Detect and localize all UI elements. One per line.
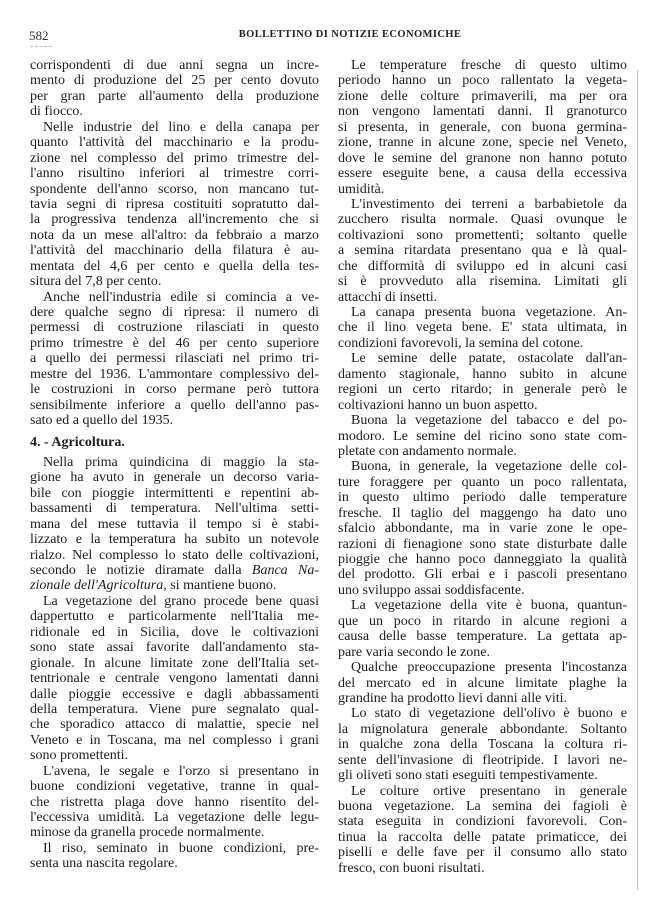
paragraph [30, 290, 319, 429]
text-line: in questo ultimo periodo dalle temperature [338, 490, 627, 506]
text-line: Le temperature fresche di questo ultimo [351, 58, 627, 73]
text-line: zucchero risulta normale. Quasi ovunque le [338, 212, 627, 228]
text-line: pletate con andamento normale. [338, 443, 517, 459]
text-line: Le semine delle patate, ostacolate dall'an- [351, 351, 627, 367]
text-line: Anche nell'industria edile si comincia a ve- [43, 289, 319, 305]
text-line: Nella prima quindicina di maggio la sta- [43, 454, 319, 470]
text-line: l'anno risultino inferiori al trimestre corri- [30, 166, 319, 182]
text-line: La vegetazione della vite è buona, quantun- [351, 598, 627, 614]
text-line: causa delle basse temperature. La gettata ap- [338, 629, 627, 645]
paragraph [338, 58, 627, 197]
text-line: spondente dell'anno scorso, non mancano tut- [30, 181, 319, 197]
text-line: minose da granella procede normalmente. [30, 825, 265, 841]
text-line: uno sviluppo assai soddisfacente. [338, 582, 525, 598]
text-line: sono state assai favorite dall'andamento sta- [30, 640, 319, 656]
text-line: stata eseguita in condizioni favorevoli. Con- [338, 814, 627, 830]
paragraph [338, 197, 627, 305]
text-line: attacchi di insetti. [338, 289, 438, 305]
text-line: del prodotto. Gli erbai e i pascoli presentano [338, 567, 627, 583]
text-line: essere eseguite bene, a causa della eccessiva [338, 166, 627, 182]
text-line: bile con pioggie intermittenti e repentini ab- [30, 485, 319, 501]
text-line: quanto l'attività del macchinario e la produ- [30, 135, 319, 151]
text-line: coltivazioni hanno un buon aspetto. [338, 397, 538, 413]
text-line: La canapa presenta buona vegetazione. An- [351, 305, 627, 320]
text-segment: secondo le notizie diramate dalla [30, 563, 252, 579]
text-line: l'eccessiva umidità. La vegetazione delle legu- [30, 810, 319, 826]
text-line: Buona la vegetazione del tabacco e del po- [351, 413, 627, 429]
text-line: Qualche preoccupazione presenta l'incostanza [351, 660, 627, 676]
text-line: dere qualche segno di ripresa: il numero di [30, 305, 319, 320]
text-line: ture foraggere per quanto un poco rallentata, [338, 474, 627, 490]
text-line: sono promettenti. [30, 748, 128, 764]
text-line: gli oliveti sono stati eseguiti tempestivamente. [338, 768, 598, 784]
text-line: L'avena, le segale e l'orzo si presentano in [43, 763, 319, 779]
text-line: zione delle colture primaverili, ma per ora [338, 88, 627, 104]
text-line: sente dell'invasione di fleotripide. I lavori ne- [338, 752, 627, 768]
paragraph [338, 351, 627, 413]
text-line: buona vegetazione. La semina dei fagioli è [338, 799, 627, 814]
text-line: si presenta, in generale, con buona germina- [338, 119, 627, 135]
paragraph [338, 413, 627, 459]
page-number-rule [30, 46, 52, 47]
text-line: razioni di fienagione sono state disturbate dalle [338, 536, 627, 552]
text-line: di fiocco. [30, 104, 83, 120]
text-line: gionale. In alcune limitate zone dell'Italia set- [30, 655, 319, 671]
paragraph [30, 58, 319, 120]
text-line: sfalcio abbondante, ma in varie zone le ope- [338, 521, 627, 537]
running-title: BOLLETTINO DI NOTIZIE ECONOMICHE [238, 29, 462, 40]
paragraph [30, 841, 319, 872]
text-line: l'attività del macchinario della filatura è au- [30, 243, 319, 259]
text-line: Buona, in generale, la vegetazione delle col- [351, 459, 627, 475]
text-line: umidità. [338, 181, 385, 197]
text-line: tentrionale e centrale vengono lamentati danni [30, 671, 319, 687]
paragraph [30, 455, 319, 594]
text-line: Le colture ortive presentano in generale [351, 783, 627, 799]
text-line: pioggie che hanno poco danneggiato la qualità [338, 552, 627, 567]
text-line: sensibilmente inferiore a quello dell'anno pas- [30, 397, 319, 413]
text-line: a semina ritardata presentano qua e là qual- [338, 243, 627, 259]
italic-text: Banca Na- [251, 563, 319, 579]
text-line: piselli e delle fave per il consumo allo stato [338, 845, 627, 861]
text-line: damento stagionale, hanno subito in alcune [338, 366, 627, 382]
text-line: tavia segni di ripresa costituiti sopratutto dal- [30, 196, 319, 212]
text-line [30, 578, 319, 593]
text-line: del mercato ed in alcune limitate plaghe la [338, 675, 627, 691]
scan-edge-line [637, 70, 638, 890]
paragraph [30, 594, 319, 764]
text-line: zione nel complesso del primo trimestre del- [30, 150, 319, 166]
text-line: che ristretta plaga dove hanno risentito del- [30, 794, 319, 810]
text-line: permessi di costruzione rilasciati in questo [30, 320, 319, 336]
paragraph [338, 305, 627, 351]
text-line: a quello dei permessi rilasciati nel primo tri- [30, 351, 319, 367]
paragraph [338, 598, 627, 660]
italic-text: zionale dell'Agricoltura [30, 578, 164, 594]
text-line: modoro. Le semine del ricino sono state com- [338, 428, 627, 444]
text-line: rialzo. Nel complesso lo stato delle coltivazioni, [30, 547, 319, 563]
text-line [30, 563, 319, 578]
text-line: tinua la raccolta delle patate primaticce, dei [338, 829, 627, 845]
text-line: fresche. Il taglio del maggengo ha dato uno [338, 505, 627, 521]
text-line: bassamenti di temperatura. Nell'ultima setti- [30, 501, 319, 517]
text-line: che il lino vegeta bene. E' stata ultimata, in [338, 320, 627, 336]
text-line: per gran parte all'aumento della produzione [30, 88, 319, 104]
text-line: la mignolatura generale abbondante. Soltanto [338, 721, 627, 737]
text-line: in qualche zona della Toscana la coltura ri- [338, 737, 627, 753]
text-line: pare varia secondo le zone. [338, 644, 490, 660]
text-line: Lo stato di vegetazione dell'olivo è buono e [351, 706, 627, 722]
paragraph [338, 784, 627, 877]
text-line: che difformità di sviluppo ed in alcuni casi [338, 258, 627, 274]
text-line: Veneto e in Toscana, ma nel complesso i grani [30, 732, 319, 748]
paragraph [338, 459, 627, 598]
text-line: Nelle industrie del lino e della canapa per [43, 119, 319, 135]
text-line: La vegetazione del grano procede bene quasi [43, 593, 319, 609]
text-line: fresco, con buoni risultati. [338, 860, 485, 876]
text-line: dappertutto e particolarmente nell'Italia me- [30, 609, 319, 625]
text-line: le costruzioni in corso permane però tuttora [30, 382, 319, 398]
paragraph [30, 764, 319, 841]
text-segment: , si mantiene buono. [163, 578, 277, 594]
text-line: la progressiva tendenza all'incremento che si [30, 212, 319, 228]
text-line: si è provveduto alla risemina. Limitati gli [338, 274, 627, 290]
text-line: della temperatura. Viene pure segnalato qual- [30, 701, 319, 717]
right-column [338, 58, 627, 876]
text-line: lizzato e la temperatura ha subito un notevole [30, 532, 319, 548]
paragraph [338, 660, 627, 706]
text-line: que un poco in ritardo in alcune regioni a [338, 613, 627, 629]
section-heading: 4. - Agricoltura. [30, 434, 125, 450]
paragraph [338, 706, 627, 783]
text-line: mentata del 4,6 per cento e quella della tes- [30, 258, 319, 274]
paragraph [30, 120, 319, 290]
text-line: zione, tranne in alcune zone, specie nel Veneto, [338, 135, 627, 151]
text-line: buone condizioni vegetative, tranne in qual- [30, 779, 319, 795]
text-line: dove le semine del granone non hanno potuto [338, 150, 627, 166]
text-line: corrispondenti di due anni segna un incre- [30, 58, 319, 73]
text-line: non vengono lamentati danni. Il granoturco [338, 104, 627, 120]
text-line: sato ed a quello del 1935. [30, 413, 174, 429]
text-line: primo trimestre è del 46 per cento superiore [30, 335, 319, 351]
text-line: condizioni favorevoli, la semina del cotone. [338, 335, 584, 351]
text-line: L'investimento dei terreni a barbabietole da [351, 196, 627, 212]
text-line: senta una nascita regolare. [30, 856, 178, 872]
text-line: Il riso, seminato in buone condizioni, pre- [43, 840, 319, 856]
text-line: coltivazioni sono promettenti; soltanto quelle [338, 227, 627, 243]
text-line: mana del mese tuttavia il tempo si è stabi- [30, 516, 319, 532]
text-line: ridionale ed in Sicilia, dove le coltivazioni [30, 624, 319, 640]
text-line: mento di produzione del 25 per cento dovuto [30, 73, 319, 89]
text-line: regioni un certo ritardo; in generale però le [338, 382, 627, 398]
page-number: 582 [29, 28, 49, 43]
text-line: che sporadico attacco di malattie, specie nel [30, 717, 319, 733]
text-line: gione ha avuto in generale un decorso varia- [30, 470, 319, 486]
text-line: nota da un mese all'altro: da febbraio a marzo [30, 227, 319, 243]
text-line: mestre del 1936. L'ammontare complessivo del- [30, 366, 319, 382]
text-line: dalle pioggie eccessive e dagli abbassamenti [30, 686, 319, 702]
text-line: grandine ha prodotto lievi danni alle viti. [338, 690, 567, 706]
text-line: situra del 7,8 per cento. [30, 274, 162, 290]
text-line: periodo hanno un poco rallentato la vegeta- [338, 73, 627, 89]
left-column [30, 58, 319, 872]
